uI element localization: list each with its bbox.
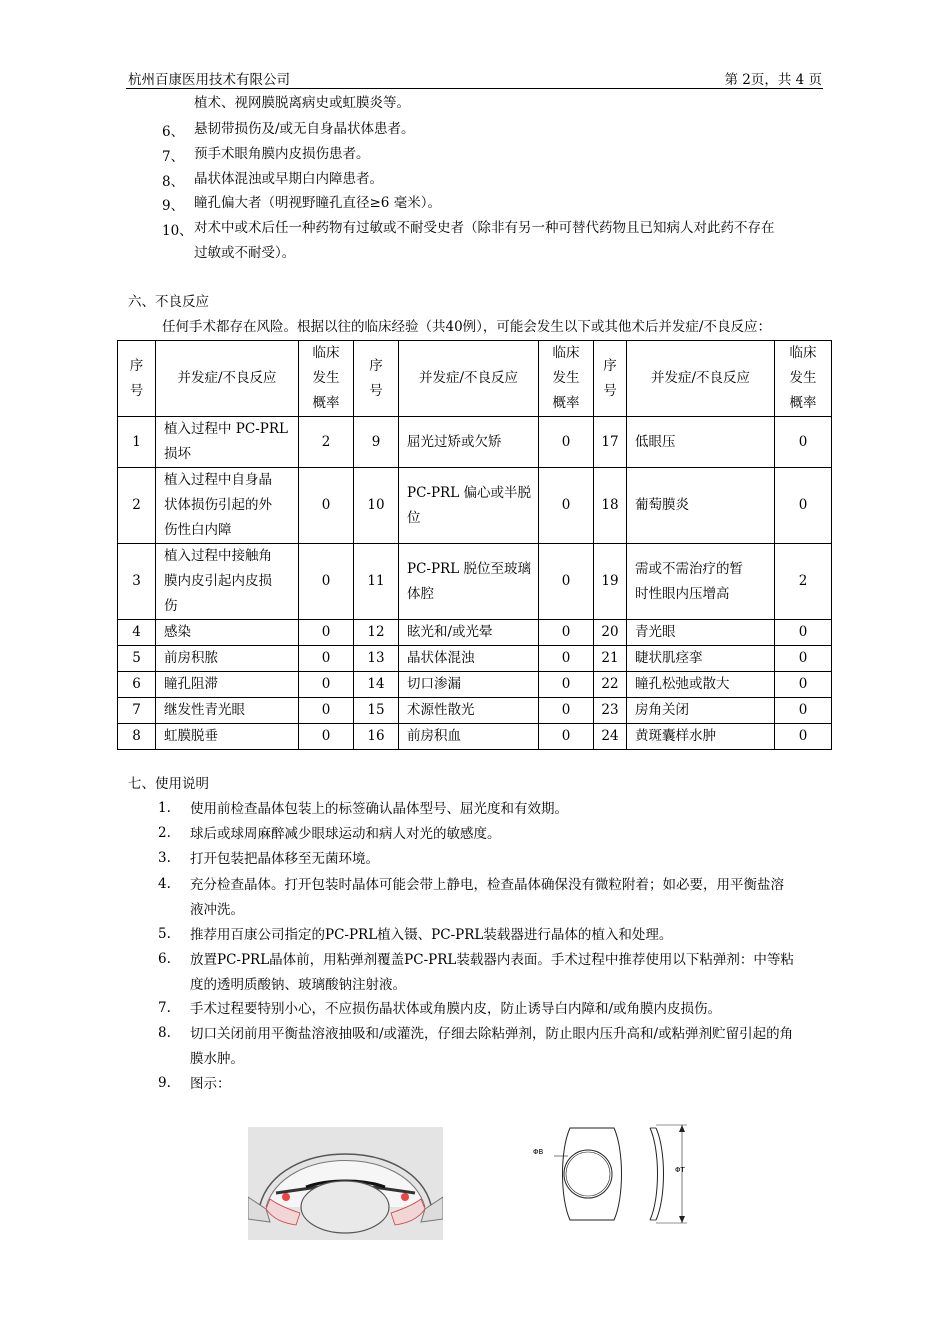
item-text: 图示： — [190, 1076, 231, 1092]
table-row — [118, 417, 832, 468]
cell-reaction — [627, 698, 775, 724]
cell-reaction — [399, 417, 539, 468]
cell-rate: 0 — [539, 646, 594, 672]
item-number: 10、 — [162, 223, 193, 239]
cell-seq: 13 — [354, 646, 399, 672]
header-seq: 序 号 — [354, 341, 399, 417]
reaction-text: PC-PRL 脱位至玻璃 — [407, 560, 531, 577]
cell-reaction — [156, 646, 299, 672]
table-row — [118, 672, 832, 698]
reaction-text: 体腔 — [407, 585, 434, 602]
item-text: 晶状体混浊或早期白内障患者。 — [194, 171, 383, 187]
reaction-text: 状体损伤引起的外 — [164, 497, 272, 513]
cell-seq: 20 — [594, 620, 627, 646]
item-text: 使用前检查晶体包装上的标签确认晶体型号、屈光度和有效期。 — [190, 801, 568, 817]
reaction-text: 术源性散光 — [407, 702, 475, 718]
header-name: 并发症/不良反应 — [399, 341, 539, 417]
cell-rate: 0 — [539, 417, 594, 468]
adverse-intro: 任何手术都存在风险。根据以往的临床经验（共40例），可能会发生以下或其他术后并发症/不良反应： — [162, 319, 771, 335]
reaction-text: 感染 — [164, 624, 191, 640]
cell-rate: 0 — [539, 544, 594, 620]
item-text: 放置PC-PRL晶体前，用粘弹剂覆盖PC-PRL装载器内表面。手术过程中推荐使用以下粘弹剂：中等粘 — [190, 952, 794, 968]
reaction-text: 伤 — [164, 598, 178, 614]
cell-rate: 0 — [775, 698, 832, 724]
item-number: 3. — [158, 850, 171, 866]
cell-reaction — [627, 544, 775, 620]
cell-reaction — [156, 724, 299, 750]
reaction-text: PC-PRL 偏心或半脱 — [407, 484, 531, 501]
header-rate: 临床 发生 概率 — [539, 341, 594, 417]
cell-seq: 18 — [594, 468, 627, 544]
cell-rate: 0 — [775, 646, 832, 672]
item-text: 对术中或术后任一种药物有过敏或不耐受史者（除非有另一种可替代药物且已知病人对此药不存在 — [194, 220, 775, 236]
reaction-text: 时性眼内压增高 — [635, 585, 730, 602]
item-text: 充分检查晶体。打开包装时晶体可能会带上静电，检查晶体确保没有微粒附着；如必要，用平衡盐溶 — [190, 877, 784, 893]
cell-rate: 0 — [299, 646, 354, 672]
reaction-text: 房角关闭 — [635, 702, 689, 718]
header-name: 并发症/不良反应 — [156, 341, 299, 417]
cell-seq: 4 — [118, 620, 156, 646]
cell-rate: 0 — [539, 698, 594, 724]
reaction-text: 伤性白内障 — [164, 522, 232, 538]
cell-rate: 0 — [299, 724, 354, 750]
item-number: 6. — [158, 951, 171, 967]
cell-seq: 12 — [354, 620, 399, 646]
cell-reaction — [156, 417, 299, 468]
header-seq: 序 号 — [118, 341, 156, 417]
cell-seq: 24 — [594, 724, 627, 750]
item-number: 7、 — [162, 149, 185, 165]
cell-rate: 0 — [775, 468, 832, 544]
cell-seq: 9 — [354, 417, 399, 468]
item-text: 推荐用百康公司指定的PC-PRL植入镊、PC-PRL装载器进行晶体的植入和处理。 — [190, 927, 673, 943]
reaction-text: 植入过程中自身晶 — [164, 472, 272, 488]
reaction-text: 青光眼 — [635, 624, 676, 640]
reaction-text: 瞳孔松弛或散大 — [635, 676, 730, 692]
cell-reaction — [399, 724, 539, 750]
header-page-info: 第 2页，共 4 页 — [724, 72, 822, 88]
item-number: 8、 — [162, 174, 185, 190]
cell-reaction — [627, 724, 775, 750]
reaction-text: 瞳孔阻滞 — [164, 676, 218, 692]
cell-reaction — [399, 646, 539, 672]
table-row — [118, 646, 832, 672]
cell-seq: 2 — [118, 468, 156, 544]
item-number: 6、 — [162, 124, 185, 140]
label-phi-b: ΦB — [533, 1148, 544, 1156]
cell-rate: 2 — [299, 417, 354, 468]
item-text-cont: 度的透明质酸钠、玻璃酸钠注射液。 — [190, 977, 406, 993]
contraindication-prev-line: 植术、视网膜脱离病史或虹膜炎等。 — [194, 95, 410, 111]
item-text-cont: 膜水肿。 — [190, 1051, 244, 1067]
lens-dimension-svg — [532, 1120, 707, 1230]
reaction-text: 继发性青光眼 — [164, 702, 245, 718]
label-phi-t: ΦT — [675, 1166, 685, 1174]
header-seq: 序 号 — [594, 341, 627, 417]
cell-rate: 2 — [775, 544, 832, 620]
reaction-text: 低眼压 — [635, 433, 676, 450]
cell-reaction — [627, 417, 775, 468]
reaction-text: 植入过程中接触角 — [164, 548, 272, 564]
header-rule — [126, 88, 823, 89]
reaction-text: 葡萄膜炎 — [635, 497, 689, 513]
header-name: 并发症/不良反应 — [627, 341, 775, 417]
table-row — [118, 698, 832, 724]
cell-rate: 0 — [539, 468, 594, 544]
cell-reaction — [399, 544, 539, 620]
reaction-text: 虹膜脱垂 — [164, 728, 218, 744]
item-text: 切口关闭前用平衡盐溶液抽吸和/或灌洗，仔细去除粘弹剂，防止眼内压升高和/或粘弹剂贮留引起的角 — [190, 1026, 794, 1042]
eye-cross-section-figure — [248, 1127, 443, 1240]
cell-seq: 14 — [354, 672, 399, 698]
item-text: 球后或球周麻醉减少眼球运动和病人对光的敏感度。 — [190, 826, 501, 842]
reaction-text: 位 — [407, 509, 421, 526]
cell-seq: 8 — [118, 724, 156, 750]
cell-seq: 7 — [118, 698, 156, 724]
cell-rate: 0 — [775, 672, 832, 698]
cell-rate: 0 — [775, 620, 832, 646]
cell-seq: 19 — [594, 544, 627, 620]
reaction-text: 屈光过矫或欠矫 — [407, 433, 502, 450]
cell-rate: 0 — [299, 544, 354, 620]
section-title-instructions: 七、使用说明 — [128, 776, 209, 792]
reaction-text: 眩光和/或光晕 — [407, 624, 493, 640]
item-text: 手术过程要特别小心，不应损伤晶状体或角膜内皮，防止诱导白内障和/或角膜内皮损伤。 — [190, 1001, 722, 1017]
reaction-text: 前房积血 — [407, 728, 461, 744]
cell-seq: 17 — [594, 417, 627, 468]
cell-rate: 0 — [299, 698, 354, 724]
cell-reaction — [399, 672, 539, 698]
header-rate: 临床 发生 概率 — [775, 341, 832, 417]
cell-rate: 0 — [775, 724, 832, 750]
item-text: 打开包装把晶体移至无菌环境。 — [190, 851, 379, 867]
adverse-reaction-table — [117, 340, 832, 750]
cell-rate: 0 — [539, 620, 594, 646]
cell-reaction — [156, 468, 299, 544]
cell-seq: 3 — [118, 544, 156, 620]
item-number: 8. — [158, 1025, 171, 1041]
cell-seq: 23 — [594, 698, 627, 724]
reaction-text: 前房积脓 — [164, 650, 218, 666]
item-number: 9. — [158, 1075, 171, 1091]
cell-seq: 5 — [118, 646, 156, 672]
cell-reaction — [156, 544, 299, 620]
cell-reaction — [627, 672, 775, 698]
cell-reaction — [399, 698, 539, 724]
cell-seq: 11 — [354, 544, 399, 620]
item-number: 1. — [158, 800, 171, 816]
cell-reaction — [399, 620, 539, 646]
reaction-text: 植入过程中 PC-PRL — [164, 421, 288, 437]
item-text: 瞳孔偏大者（明视野瞳孔直径≥6 毫米）。 — [194, 195, 441, 211]
item-text: 悬韧带损伤及/或无自身晶状体患者。 — [194, 121, 415, 137]
table-row — [118, 544, 832, 620]
table-header-row — [118, 341, 832, 417]
reaction-text: 损坏 — [164, 446, 191, 462]
cell-rate: 0 — [775, 417, 832, 468]
cell-reaction — [156, 672, 299, 698]
table-row — [118, 620, 832, 646]
reaction-text: 晶状体混浊 — [407, 650, 475, 666]
cell-reaction — [627, 620, 775, 646]
item-number: 9、 — [162, 198, 185, 214]
cell-seq: 22 — [594, 672, 627, 698]
cell-rate: 0 — [539, 672, 594, 698]
header-rate: 临床 发生 概率 — [299, 341, 354, 417]
header-company: 杭州百康医用技术有限公司 — [128, 72, 290, 88]
reaction-text: 切口渗漏 — [407, 676, 461, 692]
cell-reaction — [627, 646, 775, 672]
cell-rate: 0 — [299, 620, 354, 646]
cell-seq: 10 — [354, 468, 399, 544]
eye-cross-section-svg — [248, 1127, 443, 1240]
cell-reaction — [399, 468, 539, 544]
cell-seq: 21 — [594, 646, 627, 672]
reaction-text: 黄斑囊样水肿 — [635, 728, 716, 744]
item-number: 4. — [158, 876, 171, 892]
cell-seq: 1 — [118, 417, 156, 468]
cell-seq: 6 — [118, 672, 156, 698]
lens-dimension-drawing — [532, 1120, 707, 1230]
item-text-cont: 过敏或不耐受）。 — [194, 245, 296, 261]
cell-reaction — [156, 620, 299, 646]
item-text: 预手术眼角膜内皮损伤患者。 — [194, 146, 370, 162]
cell-rate: 0 — [299, 468, 354, 544]
section-title-adverse: 六、不良反应 — [128, 294, 209, 310]
cell-reaction — [156, 698, 299, 724]
cell-reaction — [627, 468, 775, 544]
reaction-text: 需或不需治疗的暂 — [635, 560, 743, 577]
cell-rate: 0 — [299, 672, 354, 698]
cell-seq: 15 — [354, 698, 399, 724]
item-number: 5. — [158, 926, 171, 942]
table-row — [118, 724, 832, 750]
cell-seq: 16 — [354, 724, 399, 750]
table-row — [118, 468, 832, 544]
cell-rate: 0 — [539, 724, 594, 750]
item-text-cont: 液冲洗。 — [190, 902, 244, 918]
item-number: 7. — [158, 1000, 171, 1016]
reaction-text: 膜内皮引起内皮损 — [164, 573, 272, 589]
item-number: 2. — [158, 825, 171, 841]
reaction-text: 睫状肌痉挛 — [635, 650, 703, 666]
